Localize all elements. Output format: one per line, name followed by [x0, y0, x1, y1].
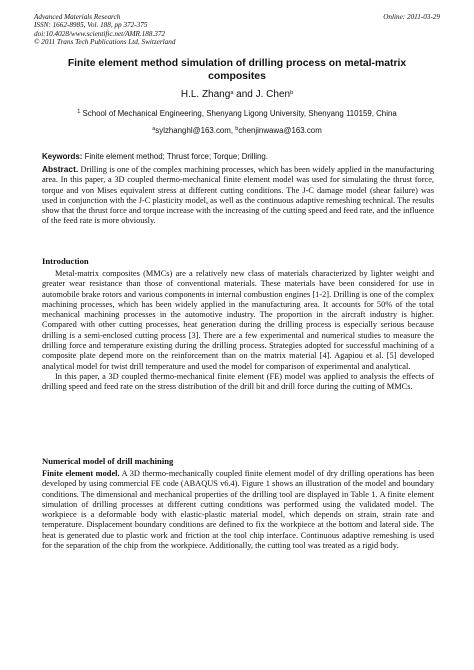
- author-emails: [30, 126, 444, 135]
- finite-element-model-label: Finite element model.: [42, 469, 120, 478]
- author-list: [30, 89, 444, 100]
- numerical-model-heading: Numerical model of drill machining: [42, 456, 174, 466]
- introduction-paragraph-1: Metal-matrix composites (MMCs) are a relatively new class of materials characterized by lighter weight and greater wear resistance than those of conventional materials. These materials have been considered for use in automobile brake rotors and various components in internal combustion engines [1-2]. Drilling is one of the complex machining processes, which has been widely applied in the manufacturing area. It accounts for 50% of the total mechanical machining processes in the automotive industry. The proportion in the aircraft industry is higher. Compared with other cutting processes, heat generation during the drilling process is especially serious because drilling is a semi-enclosed cutting process [3]. There are a few experimental and numerical studies to measure the drilling force and temperature existing during the drilling process. Strategies adopted for successful machining of a composite plate depend more on the reinforcement than on the matrix material [4]. Agapiou et al. [5] developed analytical model for twist drill temperature and used the model for comparison of experimental and analytical.: [42, 269, 434, 371]
- email-separator: ,: [230, 126, 236, 135]
- author-1: H.L. Zhang: [180, 89, 231, 100]
- keywords: [42, 152, 434, 161]
- email-a-sup: a: [152, 125, 156, 132]
- abstract-text: Drilling is one of the complex machining processes, which has been widely applied in the manufacturing area. In this paper, a 3D coupled thermo-mechanical finite element model was used for simulating the thrust force, torque and von Mises equivalent stress at different cutting conditions. The J-C damage model (shear failure) was used in conjunction with the J-C plasticity model, as well as the continuous adaptive remeshing technical. The results show that the thrust force and torque increase with the increasing of the cutting speed and feed rate, and the influence of the feed rate is more obviously.: [42, 165, 434, 226]
- keywords-text: Finite element method; Thrust force; Torque; Drilling.: [82, 152, 269, 161]
- affiliation-text: School of Mechanical Engineering, Shenyang Ligong University, Shenyang 110159, China: [80, 109, 397, 118]
- abstract: [42, 164, 434, 227]
- introduction-heading: Introduction: [42, 256, 89, 266]
- abstract-label: Abstract.: [42, 164, 79, 174]
- affiliation-sup: 1: [77, 108, 81, 115]
- introduction-body: [42, 269, 434, 393]
- keywords-label: Keywords:: [42, 152, 83, 161]
- paper-title: [30, 58, 444, 83]
- online-date: Online: 2011-03-29: [383, 13, 440, 21]
- author-2-sup: b: [290, 89, 294, 96]
- copyright-line: © 2011 Trans Tech Publications Ltd, Switzerland: [34, 37, 176, 46]
- email-a: sylzhanghl@163.com: [155, 126, 231, 135]
- email-b-sup: b: [235, 125, 239, 132]
- finite-element-model-paragraph: [42, 469, 434, 551]
- email-b: chenjinwawa@163.com: [238, 126, 322, 135]
- journal-name: Advanced Materials Research: [34, 13, 121, 21]
- affiliation: [30, 109, 444, 118]
- author-separator: and: [233, 89, 256, 100]
- journal-header: [34, 13, 440, 46]
- title-line-2: composites: [208, 70, 266, 82]
- doi-line: doi:10.4028/www.scientific.net/AMR.188.372: [34, 29, 166, 38]
- issn-line: ISSN: 1662-8985, Vol. 188, pp 372-375: [34, 21, 148, 30]
- title-line-1: Finite element method simulation of drilling process on metal-matrix: [67, 58, 407, 69]
- finite-element-model-text: A 3D thermo-mechanically coupled finite element model of dry drilling operations has been developed by using commercial FE code (ABAQUS v6.4). Figure 1 shows an illustration of the model and boundary conditions. The dimensional and mechanical properties of the drilling tool are displayed in Table 1. A finite element simulation of drilling processes at different cutting conditions was performed using the validated model. The workpiece is a deformable body with elastic-plastic material model, which depends on strain, strain rate and temperature. Displacement boundary conditions are defined to fix the workpiece at the bottom and lateral side. The heat is generated due to plastic work and friction at the tool chip interface. Continuous adaptive remeshing is used for the separation of the chip from the workpiece. Additionally, the cutting tool was treated as a rigid body.: [42, 469, 434, 551]
- introduction-paragraph-2: In this paper, a 3D coupled thermo-mechanical finite element (FE) model was applied to analysis the effects of drilling speed and feed rate on the stress distribution of the drill bit and drill force during the cutting of MMCs.: [42, 371, 434, 392]
- author-2: J. Chen: [255, 89, 291, 100]
- author-1-sup: a: [230, 89, 234, 96]
